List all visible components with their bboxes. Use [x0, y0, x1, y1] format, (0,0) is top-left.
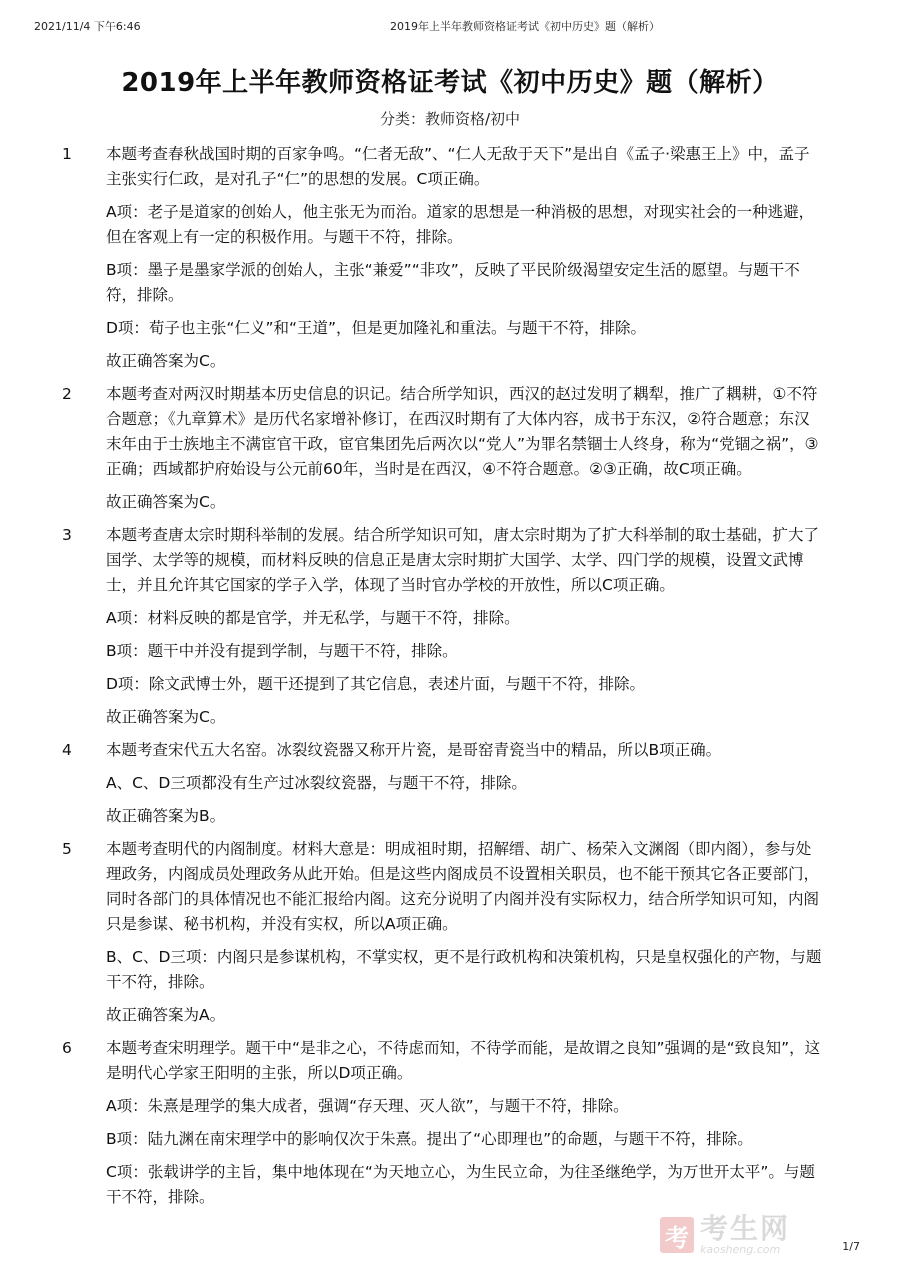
page-number: 1/7 — [842, 1240, 860, 1253]
answer-line: 故正确答案为C。 — [106, 708, 226, 726]
question-paragraph: A、C、D三项都没有生产过冰裂纹瓷器，与题干不符，排除。 — [106, 774, 527, 792]
answer-line: 故正确答案为B。 — [106, 807, 226, 825]
question-paragraph: C项：张载讲学的主旨，集中地体现在“为天地立心，为生民立命，为往圣继绝学，为万世开太平”。与题干不符，排除。 — [106, 1163, 815, 1206]
question-1 — [0, 142, 900, 374]
question-2 — [0, 382, 900, 515]
question-number: 6 — [62, 1039, 72, 1057]
question-paragraph: A项：材料反映的都是官学，并无私学，与题干不符，排除。 — [106, 609, 520, 627]
answer-line: 故正确答案为A。 — [106, 1006, 226, 1024]
question-paragraph: 本题考查明代的内阁制度。材料大意是：明成祖时期，招解缙、胡广、杨荣入文渊阁（即内阁），参与处理政务，内阁成员处理政务从此开始。但是这些内阁成员不设置相关职员，也不能干预其它各正要部门，同时各部门的具体情况也不能汇报给内阁。这充分说明了内阁并没有实际权力，结合所学知识可知，内阁只是参谋、秘书机构，并没有实权，所以A项正确。 — [106, 840, 820, 933]
print-doc-title: 2019年上半年教师资格证考试《初中历史》题（解析） — [390, 20, 660, 33]
question-paragraph: B项：陆九渊在南宋理学中的影响仅次于朱熹。提出了“心即理也”的命题，与题干不符，排除。 — [106, 1130, 753, 1148]
question-paragraph: A项：朱熹是理学的集大成者，强调“存天理、灭人欲”，与题干不符，排除。 — [106, 1097, 629, 1115]
watermark-url: kaosheng.com — [700, 1243, 781, 1256]
question-paragraph: B项：墨子是墨家学派的创始人，主张“兼爱”“非攻”，反映了平民阶级渴望安定生活的愿望。与题干不符，排除。 — [106, 261, 800, 304]
question-number: 4 — [62, 741, 72, 759]
watermark-text: 考生网 — [700, 1212, 791, 1245]
answer-line: 故正确答案为C。 — [106, 352, 226, 370]
question-paragraph: D项：荀子也主张“仁义”和“王道”，但是更加隆礼和重法。与题干不符，排除。 — [106, 319, 647, 337]
question-paragraph: B、C、D三项：内阁只是参谋机构，不掌实权，更不是行政机构和决策机构，只是皇权强化的产物，与题干不符，排除。 — [106, 948, 822, 991]
question-list — [0, 142, 900, 1218]
question-paragraph: A项：老子是道家的创始人，他主张无为而治。道家的思想是一种消极的思想，对现实社会的一种逃避，但在客观上有一定的积极作用。与题干不符，排除。 — [106, 203, 815, 246]
question-number: 1 — [62, 145, 72, 163]
question-3 — [0, 523, 900, 730]
question-paragraph: 本题考查宋代五大名窑。冰裂纹瓷器又称开片瓷，是哥窑青瓷当中的精品，所以B项正确。 — [106, 741, 722, 759]
question-6 — [0, 1036, 900, 1210]
question-number: 5 — [62, 840, 72, 858]
question-paragraph: 本题考查唐太宗时期科举制的发展。结合所学知识可知，唐太宗时期为了扩大科举制的取士基础，扩大了国学、太学等的规模，而材料反映的信息正是唐太宗时期扩大国学、太学、四门学的规模，设置文武博士，并且允许其它国家的学子入学，体现了当时官办学校的开放性，所以C项正确。 — [106, 526, 820, 594]
question-number: 3 — [62, 526, 72, 544]
question-paragraph: 本题考查对两汉时期基本历史信息的识记。结合所学知识，西汉的赵过发明了耦犁，推广了耦耕，①不符合题意；《九章算术》是历代名家增补修订，在西汉时期有了大体内容，成书于东汉，②符合题意；东汉末年由于士族地主不满宦官干政，宦官集团先后两次以“党人”为罪名禁锢士人终身，称为“党锢之祸”，③正确；西域都护府始设与公元前60年，当时是在西汉，④不符合题意。②③正确，故C项正确。 — [106, 385, 819, 478]
watermark-logo-icon: 考 — [660, 1217, 694, 1253]
category-label: 分类：教师资格/初中 — [379, 110, 521, 128]
question-paragraph: D项：除文武博士外，题干还提到了其它信息，表述片面，与题干不符，排除。 — [106, 675, 645, 693]
page-title: 2019年上半年教师资格证考试《初中历史》题（解析） — [121, 68, 779, 98]
answer-line: 故正确答案为C。 — [106, 493, 226, 511]
question-5 — [0, 837, 900, 1028]
question-number: 2 — [62, 385, 72, 403]
question-paragraph: 本题考查春秋战国时期的百家争鸣。“仁者无敌”、“仁人无敌于天下”是出自《孟子·梁惠王上》中，孟子主张实行仁政，是对孔子“仁”的思想的发展。C项正确。 — [106, 145, 810, 188]
print-datetime: 2021/11/4 下午6:46 — [34, 20, 141, 33]
question-paragraph: B项：题干中并没有提到学制，与题干不符，排除。 — [106, 642, 458, 660]
question-paragraph: 本题考查宋明理学。题干中“是非之心，不待虑而知，不待学而能，是故谓之良知”强调的是“致良知”，这是明代心学家王阳明的主张，所以D项正确。 — [106, 1039, 821, 1082]
question-4 — [0, 738, 900, 829]
watermark-logo — [660, 1213, 830, 1257]
